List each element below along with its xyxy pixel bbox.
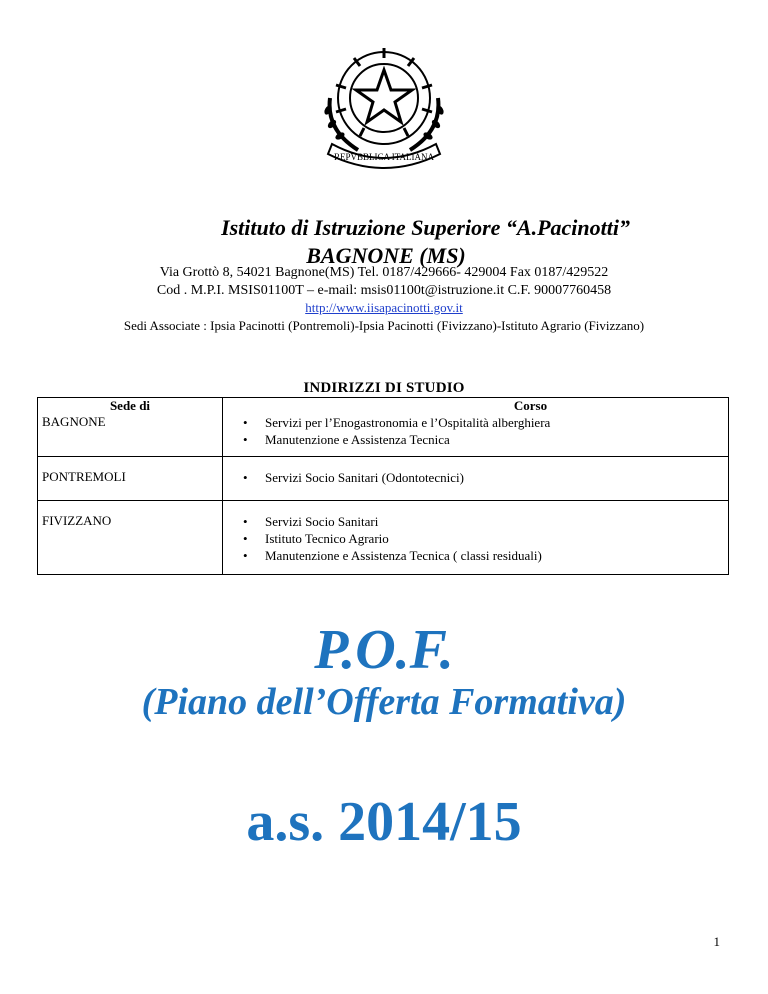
website-link[interactable]: http://www.iisapacinotti.gov.it [305,300,463,315]
corsi-list [227,501,724,564]
institute-address: Via Grottò 8, 54021 Bagnone(MS) Tel. 0187/429666- 429004 Fax 0187/429522 [159,265,609,280]
sede-cell: BAGNONE [42,414,106,429]
list-item: • Servizi per l’Enogastronomia e l’Ospitalità alberghiera [243,414,724,431]
institute-name: Istituto di Istruzione Superiore “A.Pacinotti” [221,215,630,240]
table-row [38,398,729,457]
page-number: 1 [713,934,720,949]
corsi-list [227,457,724,486]
pof-subtitle: (Piano dell’Offerta Formativa) [141,681,627,723]
table-title: INDIRIZZI DI STUDIO [303,380,465,396]
table-row [38,457,729,501]
list-item: • Servizi Socio Sanitari [243,513,724,530]
institute-website [0,299,768,316]
table-row [38,501,729,575]
institute-associates: Sedi Associate : Ipsia Pacinotti (Pontremoli)-Ipsia Pacinotti (Fivizzano)-Istituto Agrario (Fivizzano) [123,318,645,333]
pof-title: P.O.F. [314,619,454,681]
institute-codes: Cod . M.P.I. MSIS01100T – e-mail: msis01100t@istruzione.it C.F. 90007760458 [156,283,612,298]
list-item: • Manutenzione e Assistenza Tecnica [243,431,724,448]
corsi-list [227,414,724,448]
list-item: • Manutenzione e Assistenza Tecnica ( classi residuali) [243,547,724,564]
header-corso: Corso [513,398,548,413]
header-sede: Sede di [109,398,151,413]
repubblica-italiana-emblem-icon [318,40,450,170]
list-item: • Servizi Socio Sanitari (Odontotecnici) [243,469,724,486]
emblem-ribbon-text: REPVBBLICA ITALIANA [333,152,435,162]
institute-location: BAGNONE (MS) [306,243,466,268]
indirizzi-table [37,397,729,575]
list-item: • Istituto Tecnico Agrario [243,530,724,547]
school-year: a.s. 2014/15 [246,791,522,853]
sede-cell: FIVIZZANO [42,513,112,528]
sede-cell: PONTREMOLI [42,469,126,484]
